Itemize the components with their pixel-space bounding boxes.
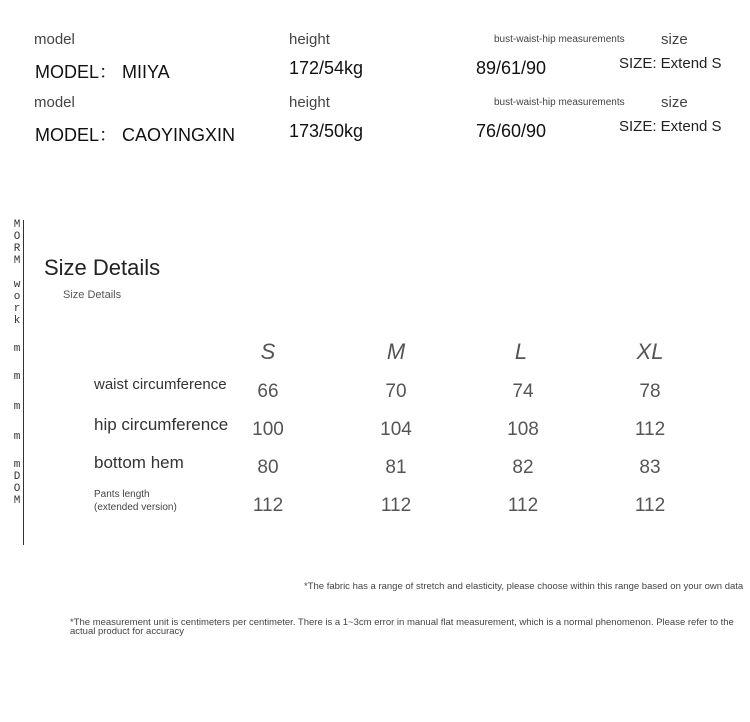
table-cell: 104 xyxy=(380,419,412,440)
side-char: M xyxy=(13,495,21,507)
table-cell: 74 xyxy=(512,381,534,402)
size-header-xl: XL xyxy=(636,339,664,364)
bwh-label-1: bust-waist-hip measurements xyxy=(494,34,625,45)
side-char: R xyxy=(13,243,21,255)
side-char: m xyxy=(13,343,21,355)
side-char: D xyxy=(13,471,21,483)
size-value-1: SIZE: Extend S xyxy=(619,55,722,72)
table-cell: 81 xyxy=(385,457,407,478)
bwh-label-2: bust-waist-hip measurements xyxy=(494,97,625,108)
vertical-rule xyxy=(23,220,24,545)
table-cell: 66 xyxy=(257,381,279,402)
vertical-brand-text xyxy=(10,220,24,508)
side-char: m xyxy=(13,459,21,471)
measurement-note: *The measurement unit is centimeters per centimeter. There is a 1~3cm error in manual flat measurement, which is a normal phenomenon. Please refer to the actual product for accuracy xyxy=(70,617,734,637)
size-label-1: size xyxy=(661,31,688,48)
table-cell: 112 xyxy=(380,495,412,516)
model-label-1: model xyxy=(34,31,75,48)
table-cell: 112 xyxy=(634,495,666,516)
size-header-l: L xyxy=(514,339,528,364)
side-char: O xyxy=(13,231,21,243)
size-details-title: Size Details xyxy=(44,255,161,280)
model-name-2: MODEL： CAOYINGXIN xyxy=(35,125,236,145)
side-char: O xyxy=(13,483,21,495)
fabric-note: *The fabric has a range of stretch and elasticity, please choose within this range based on your own data xyxy=(304,581,744,592)
row-label-pants-length-line1: Pants length xyxy=(94,489,150,500)
side-char: m xyxy=(13,431,21,443)
side-char: r xyxy=(13,303,21,315)
table-cell: 100 xyxy=(252,419,284,440)
height-label-1: height xyxy=(289,31,330,48)
side-char: w xyxy=(13,279,21,291)
table-cell: 112 xyxy=(507,495,539,516)
model-name-1: MODEL： MIIYA xyxy=(35,62,170,82)
table-cell: 108 xyxy=(507,419,539,440)
size-label-2: size xyxy=(661,94,688,111)
table-cell: 70 xyxy=(385,381,407,402)
bwh-value-1: 89/61/90 xyxy=(476,58,547,78)
size-details-subtitle: Size Details xyxy=(63,289,122,301)
height-value-2: 173/50kg xyxy=(289,121,364,141)
row-label-pants-length-line2: (extended version) xyxy=(94,502,177,513)
row-label-waist: waist circumference xyxy=(94,376,227,393)
height-label-2: height xyxy=(289,94,330,111)
side-char: M xyxy=(13,255,21,267)
table-cell: 112 xyxy=(634,419,666,440)
side-char: M xyxy=(13,219,21,231)
table-cell: 78 xyxy=(639,381,661,402)
table-cell: 82 xyxy=(512,457,534,478)
model-label-2: model xyxy=(34,94,75,111)
table-cell: 112 xyxy=(252,495,284,516)
size-header-m: M xyxy=(386,339,406,364)
side-char: o xyxy=(13,291,21,303)
bwh-value-2: 76/60/90 xyxy=(476,121,547,141)
table-cell: 80 xyxy=(257,457,279,478)
side-char: m xyxy=(13,371,21,383)
height-value-1: 172/54kg xyxy=(289,58,364,78)
row-label-hip: hip circumference xyxy=(94,415,229,434)
size-header-s: S xyxy=(260,339,276,364)
side-char: k xyxy=(13,315,21,327)
size-value-2: SIZE: Extend S xyxy=(619,118,722,135)
row-label-bottom-hem: bottom hem xyxy=(94,453,184,472)
table-cell: 83 xyxy=(639,457,661,478)
row-label-pants-length xyxy=(94,488,214,514)
side-char: m xyxy=(13,401,21,413)
